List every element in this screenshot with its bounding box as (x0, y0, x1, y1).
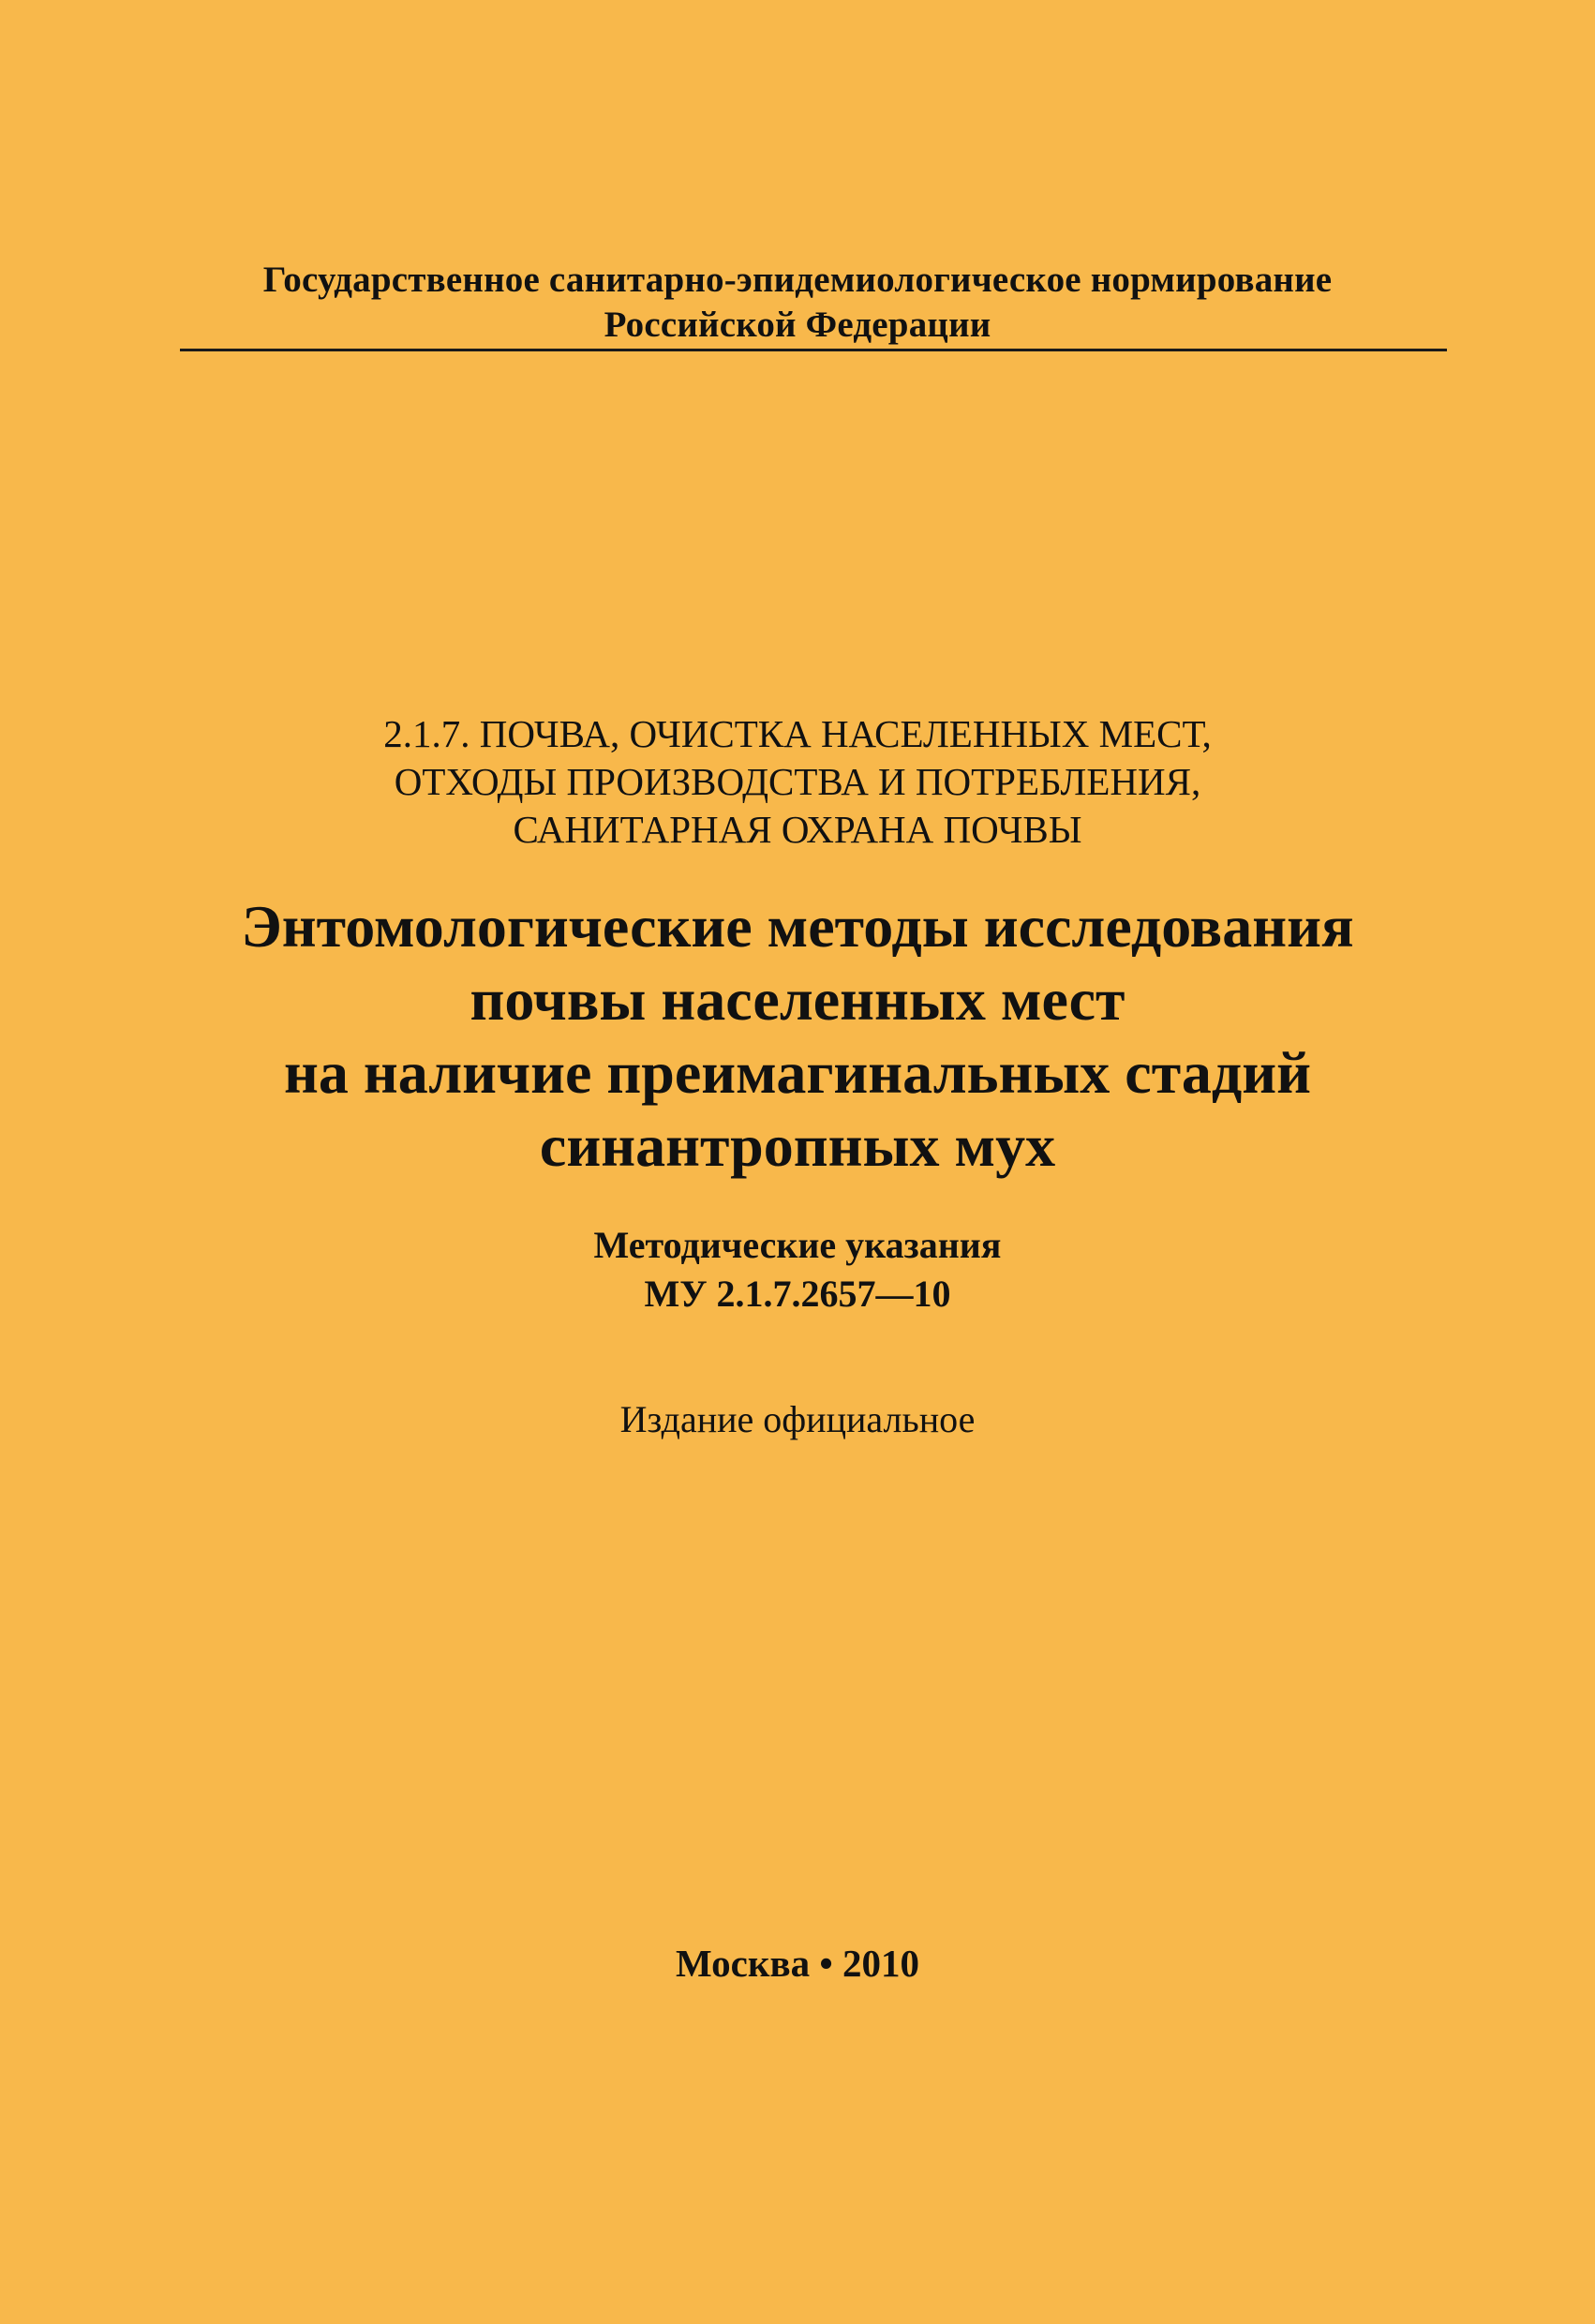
header-line-1: Государственное санитарно-эпидемиологическое нормирование (262, 260, 1333, 300)
title-line-2: почвы населенных мест (470, 966, 1125, 1033)
title-line-3: на наличие преимагинальных стадий (283, 1039, 1312, 1106)
document-code: МУ 2.1.7.2657—10 (644, 1273, 951, 1315)
document-title (0, 890, 1595, 1183)
section-line-1: 2.1.7. ПОЧВА, ОЧИСТКА НАСЕЛЕННЫХ МЕСТ, (383, 712, 1212, 755)
place-year: Москва • 2010 (676, 1942, 919, 1985)
title-line-4: синантропных мух (539, 1112, 1056, 1179)
title-line-1: Энтомологические методы исследования (241, 893, 1354, 960)
edition-label: Издание официальное (619, 1398, 976, 1440)
header-divider (180, 349, 1447, 351)
issuing-authority-header (0, 258, 1595, 348)
document-subtitle (0, 1221, 1595, 1318)
section-line-3: САНИТАРНАЯ ОХРАНА ПОЧВЫ (513, 808, 1082, 851)
document-kind: Методические указания (593, 1224, 1002, 1266)
header-line-2: Российской Федерации (604, 305, 991, 345)
section-heading (0, 710, 1595, 854)
section-line-2: ОТХОДЫ ПРОИЗВОДСТВА И ПОТРЕБЛЕНИЯ, (394, 760, 1201, 803)
